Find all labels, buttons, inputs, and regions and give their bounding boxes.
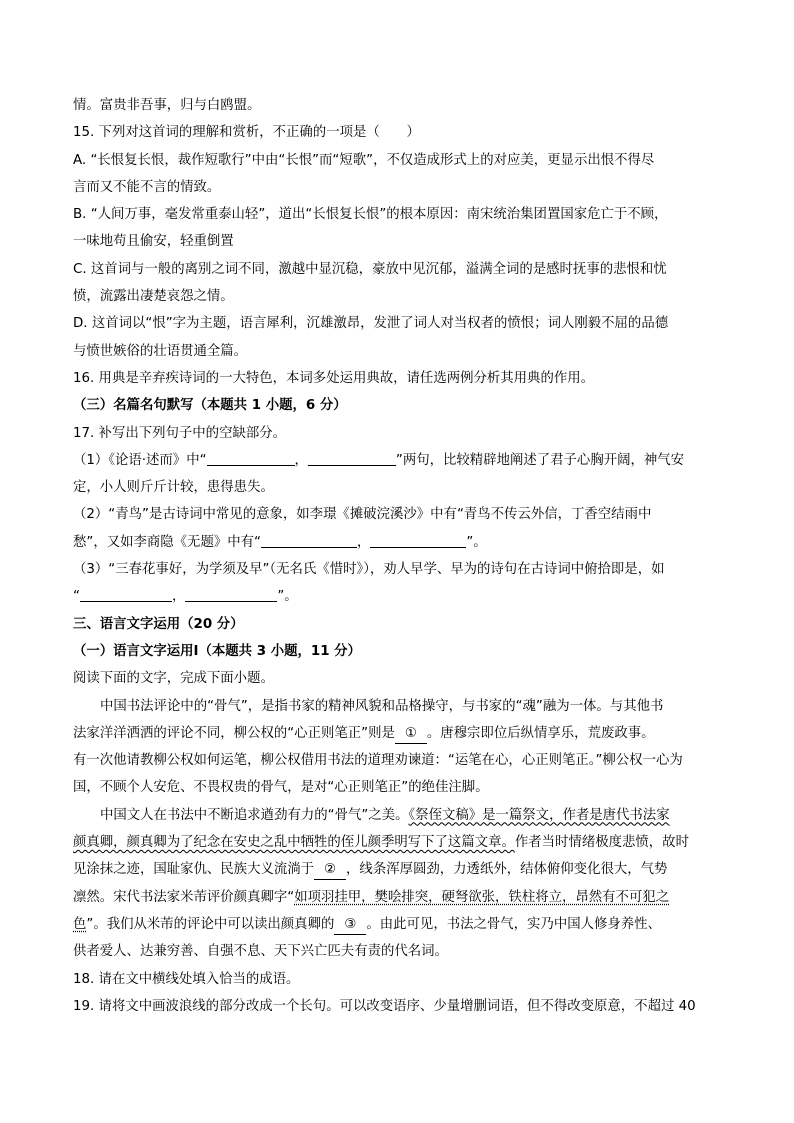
section-heading-language-use-1: （一）语言文字运用Ⅰ（本题共 3 小题，11 分）: [73, 643, 361, 659]
text-line: 情。富贵非吾事，归与白鸥盟。: [73, 98, 261, 113]
question-17-2-cont: 愁”，又如李商隐《无题》中有“ ， ”。: [73, 529, 721, 556]
question-19: 19. 请将文中画波浪线的部分改成一个长句。可以改变语序、少量增删词语，但不得改变原意，不超过 40: [73, 998, 696, 1014]
question-15: 15. 下列对这首词的理解和赏析，不正确的一项是（ ）: [73, 125, 420, 141]
reading-instruction: 阅读下面的文字，完成下面小题。: [73, 671, 274, 687]
option-a: A. “长恨复长恨，裁作短歌行”中由“长恨”而“短歌”，不仅造成形式上的对应美，更显示出恨不得尽: [73, 152, 655, 168]
fill-blank[interactable]: [261, 531, 357, 548]
question-18: 18. 请在文中横线处填入恰当的成语。: [73, 971, 300, 987]
dotted-underlined-text: 如项羽挂甲，樊哙排突，硬弩欲张，铁柱将立，昂然有不可犯之: [294, 889, 670, 905]
numbered-blank-3[interactable]: ③: [334, 916, 366, 935]
option-b-cont: 一味地苟且偷安，轻重倒置: [73, 234, 234, 250]
question-16: 16. 用典是辛弃疾诗词的一大特色，本词多处运用典故，请任选两例分析其用典的作用。: [73, 370, 595, 386]
question-17-3-cont: “ ， ”。: [73, 583, 721, 610]
passage-line: 供者爱人、达兼穷善、自强不息、天下兴亡匹夫有责的代名词。: [73, 944, 448, 960]
wavy-underlined-text: 颜真卿，颜真卿为了纪念在安史之乱中牺牲的侄儿颜季明写下了这篇文章。: [73, 835, 515, 851]
passage-line: 色”。我们从米芾的评论中可以读出颜真卿的 ③ 。由此可见，书法之骨气，实乃中国人修身养性、: [73, 911, 721, 938]
option-c: C. 这首词与一般的离别之词不同，激越中显沉稳，豪放中见沉郁，溢满全词的是感时抚事的悲恨和忧: [73, 261, 667, 277]
passage-line: 见涂抹之迹，国耻家仇、民族大义流淌于 ② ，线条浑厚圆劲，力透纸外，结体俯仰变化很大，气势: [73, 856, 721, 883]
dotted-underlined-text: 色: [73, 916, 87, 932]
question-17-1-cont: 定，小人则斤斤计较，患得患失。: [73, 480, 274, 496]
question-17-3: （3）“三春花事好，为学须及早”（无名氏《惜时》），劝人早学、早为的诗句在古诗词中俯拾即是，如: [73, 562, 665, 578]
passage-line: 有一次他请教柳公权如何运笔，柳公权借用书法的道理劝谏道：“运笔在心，心正则笔正。”柳公权一心为: [73, 753, 683, 769]
numbered-blank-1[interactable]: ①: [395, 725, 427, 744]
passage-line: 法家洋洋洒洒的评论不同，柳公权的“心正则笔正”则是 ① 。唐穆宗即位后纵情享乐，荒废政事。: [73, 720, 721, 747]
wavy-underlined-text: 《祭侄文稿》是一篇祭文，作者是唐代书法家: [408, 807, 670, 823]
option-b: B. “人间万事，毫发常重泰山轻”，道出“长恨复长恨”的根本原因：南宋统治集团置国家危亡于不顾，: [73, 207, 668, 223]
question-17-1: （1）《论语·述而》中“ ， ”两句，比较精辟地阐述了君子心胸开阔，神气安: [73, 447, 721, 474]
question-17-2: （2）“青鸟”是古诗词中常见的意象，如李璟《摊破浣溪沙》中有“青鸟不传云外信，丁香空结雨中: [73, 507, 652, 523]
passage-line: 颜真卿，颜真卿为了纪念在安史之乱中牺牲的侄儿颜季明写下了这篇文章。作者当时情绪极度悲愤，故时: [73, 835, 689, 851]
fill-blank[interactable]: [207, 449, 295, 466]
fill-blank[interactable]: [185, 585, 277, 602]
part-heading-language-use: 三、语言文字运用（20 分）: [73, 616, 244, 632]
option-d-cont: 与愤世嫉俗的壮语贯通全篇。: [73, 343, 248, 359]
fill-blank[interactable]: [308, 449, 396, 466]
question-17: 17. 补写出下列句子中的空缺部分。: [73, 425, 287, 441]
fill-blank[interactable]: [80, 585, 172, 602]
passage-paragraph-2: 中国文人在书法中不断追求遒劲有力的“骨气”之美。《祭侄文稿》是一篇祭文，作者是唐代书法家: [100, 807, 670, 823]
section-heading-recitation: （三）名篇名句默写（本题共 1 小题，6 分）: [73, 398, 347, 414]
passage-line: 国，不顾个人安危、不畏权贵的骨气，是对“心正则笔正”的绝佳注脚。: [73, 780, 489, 796]
option-d: D. 这首词以“恨”字为主题，语言犀利，沉雄激昂，发泄了词人对当权者的愤恨；词人刚毅不屈的品德: [73, 316, 669, 332]
document-page: [73, 92, 721, 1020]
passage-paragraph-1: 中国书法评论中的“骨气”，是指书家的精神风貌和品格操守，与书家的“魂”融为一体。与其他书: [100, 698, 664, 714]
option-c-cont: 愤，流露出凄楚哀怨之情。: [73, 289, 234, 305]
numbered-blank-2[interactable]: ②: [314, 861, 346, 880]
fill-blank[interactable]: [370, 531, 466, 548]
option-a-cont: 言而又不能不言的情致。: [73, 179, 221, 195]
passage-line: 凛然。宋代书法家米芾评价颜真卿字“如项羽挂甲，樊哙排突，硬弩欲张，铁柱将立，昂然有不可犯之: [73, 889, 670, 905]
